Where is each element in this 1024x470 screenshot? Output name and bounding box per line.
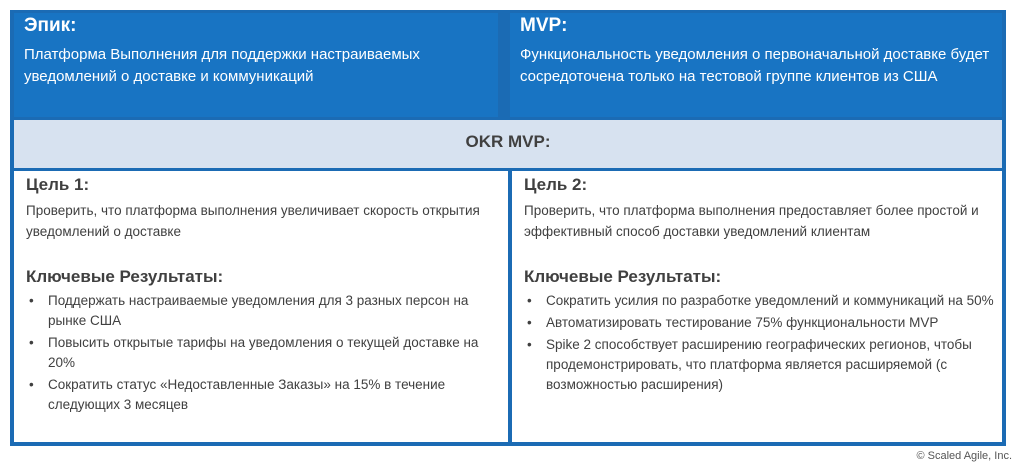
mvp-cell — [510, 13, 1002, 117]
bullet-icon: • — [29, 335, 34, 350]
key-result-item — [524, 335, 994, 395]
key-result-text: Spike 2 способствует расширению географических регионов, чтобы продемонстрировать, что платформа является расширяемой (с возможностью расширения) — [546, 337, 972, 392]
epic-cell — [14, 13, 498, 117]
key-result-text: Сократить статус «Недоставленные Заказы» на 15% в течение следующих 3 месяцев — [48, 377, 446, 412]
goal-1-key-results-heading: Ключевые Результаты: — [26, 267, 224, 286]
goal-2-description: Проверить, что платформа выполнения предоставляет более простой и эффективный способ доставки уведомлений клиентам — [524, 203, 979, 239]
goal-2-key-results-heading: Ключевые Результаты: — [524, 267, 722, 286]
key-result-text: Поддержать настраиваемые уведомления для 3 разных персон на рынке США — [48, 293, 469, 328]
key-result-text: Повысить открытые тарифы на уведомления о текущей доставке на 20% — [48, 335, 479, 370]
goal-2-card — [512, 171, 1002, 442]
key-result-item — [26, 333, 500, 373]
bullet-icon: • — [29, 293, 34, 308]
epic-description: Платформа Выполнения для поддержки настраиваемых уведомлений о доставке и коммуникаций — [24, 46, 420, 85]
goal-1-heading: Цель 1: — [26, 175, 90, 194]
key-result-text: Сократить усилия по разработке уведомлений и коммуникаций на 50% — [546, 293, 994, 308]
epic-heading: Эпик: — [24, 15, 77, 36]
goal-2-key-results-list — [524, 291, 994, 397]
mvp-heading: MVP: — [520, 15, 568, 36]
bullet-icon: • — [29, 377, 34, 392]
okr-heading: OKR MVP: — [14, 120, 1002, 168]
key-result-text: Автоматизировать тестирование 75% функциональности MVP — [546, 315, 939, 330]
key-result-item — [26, 375, 500, 415]
goal-1-description: Проверить, что платформа выполнения увеличивает скорость открытия уведомлений о доставке — [26, 203, 480, 239]
bullet-icon: • — [527, 337, 532, 352]
key-result-item — [524, 313, 994, 333]
mvp-description: Функциональность уведомления о первоначальной доставке будет сосредоточена только на тестовой группе клиентов из США — [520, 46, 990, 85]
bullet-icon: • — [527, 315, 532, 330]
key-result-item — [26, 291, 500, 331]
goal-1-card — [14, 171, 508, 442]
goal-1-key-results-list — [26, 291, 500, 417]
key-result-item — [524, 291, 994, 311]
bullet-icon: • — [527, 293, 532, 308]
goal-2-heading: Цель 2: — [524, 175, 588, 194]
copyright-notice: © Scaled Agile, Inc. — [916, 450, 1012, 462]
